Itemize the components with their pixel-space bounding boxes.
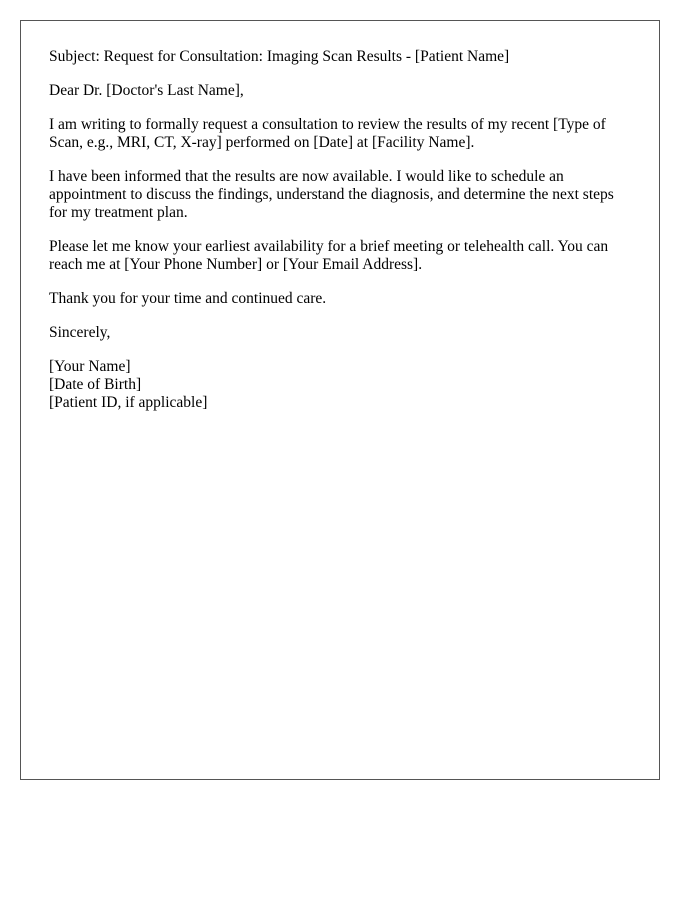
letter-closing: Sincerely, — [49, 324, 111, 341]
signature-name: [Your Name] — [49, 358, 131, 375]
signature-patient-id: [Patient ID, if applicable] — [49, 394, 208, 411]
letter-document — [20, 20, 660, 780]
body-paragraph-thanks: Thank you for your time and continued care. — [49, 290, 327, 307]
body-paragraph-availability: I have been informed that the results are now available. I would like to schedule an appointment to discuss the findings, understand the diagnosis, and determine the next steps for my treatment plan. — [49, 168, 614, 221]
signature-block — [49, 358, 631, 412]
body-paragraph-request: I am writing to formally request a consultation to review the results of my recent [Type of Scan, e.g., MRI, CT, X-ray] performed on [Date] at [Facility Name]. — [49, 116, 606, 151]
signature-dob: [Date of Birth] — [49, 376, 142, 393]
letter-salutation: Dear Dr. [Doctor's Last Name], — [49, 82, 244, 99]
body-paragraph-contact: Please let me know your earliest availability for a brief meeting or telehealth call. You can reach me at [Your Phone Number] or [Your Email Address]. — [49, 238, 609, 273]
letter-subject: Subject: Request for Consultation: Imaging Scan Results - [Patient Name] — [49, 48, 510, 65]
